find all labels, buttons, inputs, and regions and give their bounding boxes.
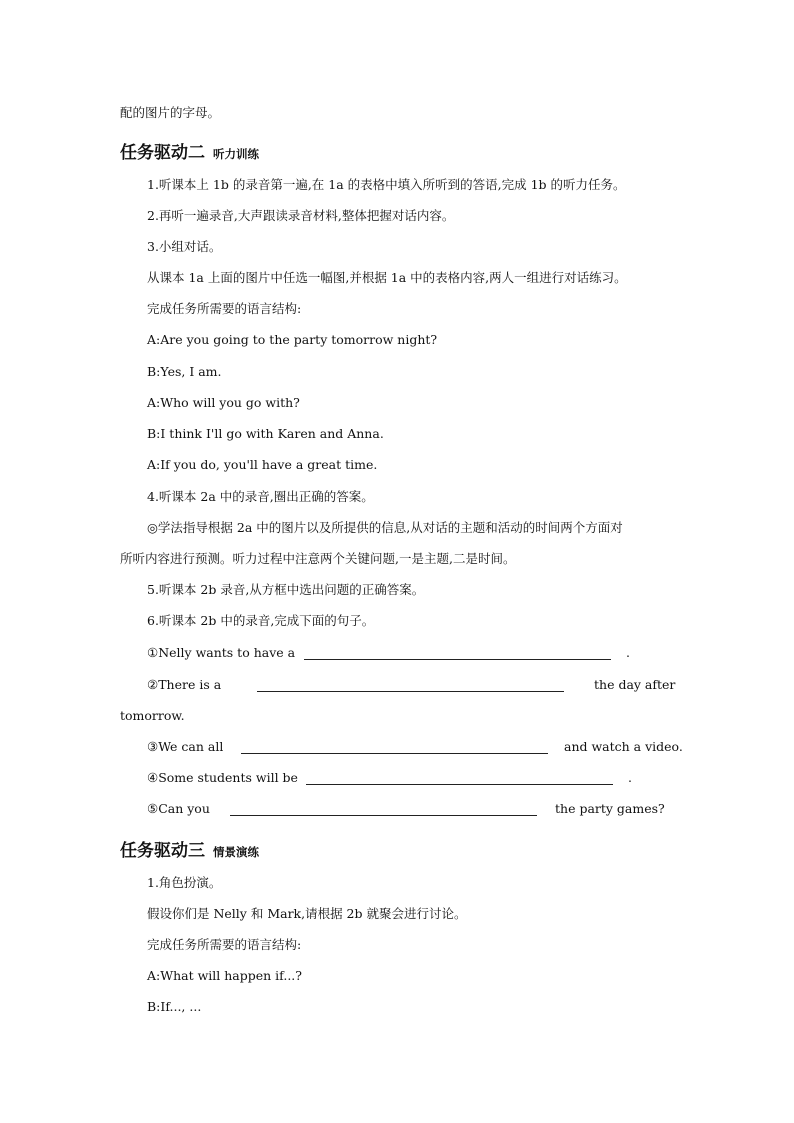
- fill-2-wrap: tomorrow.: [120, 708, 185, 723]
- fill-5-suffix: the party games?: [555, 801, 665, 816]
- s2-item-5: 完成任务所需要的语言结构:: [147, 301, 302, 316]
- fill-4-prefix: ④Some students will be: [147, 770, 298, 785]
- dialogue-line-1: A:Are you going to the party tomorrow night?: [147, 332, 438, 347]
- section3-subtitle: 情景演练: [213, 845, 259, 859]
- s2-item-6: 4.听课本 2a 中的录音,圈出正确的答案。: [147, 489, 374, 504]
- section2-title: 任务驱动二: [120, 143, 205, 163]
- s2-item-1: 1.听课本上 1b 的录音第一遍,在 1a 的表格中填入所听到的答语,完成 1b 的听力任务。: [147, 177, 626, 192]
- fill-1-prefix: ①Nelly wants to have a: [147, 645, 296, 660]
- fill-5-blank[interactable]: [230, 815, 537, 816]
- s3-item-3: 完成任务所需要的语言结构:: [147, 937, 302, 952]
- fill-1-suffix: .: [626, 645, 630, 660]
- intro-tail-text: 配的图片的字母。: [120, 105, 221, 120]
- dialogue-line-5: A:If you do, you'll have a great time.: [147, 457, 378, 472]
- s3-item-1: 1.角色扮演。: [147, 875, 222, 890]
- fill-4-suffix: .: [628, 770, 632, 785]
- s2-item-3: 3.小组对话。: [147, 239, 222, 254]
- s2-item-2: 2.再听一遍录音,大声跟读录音材料,整体把握对话内容。: [147, 208, 455, 223]
- s2-item-4: 从课本 1a 上面的图片中任选一幅图,并根据 1a 中的表格内容,两人一组进行对话练习。: [147, 270, 627, 285]
- fill-3-suffix: and watch a video.: [564, 739, 683, 754]
- dialogue-line-4: B:I think I'll go with Karen and Anna.: [147, 426, 384, 441]
- dialogue-line-2: B:Yes, I am.: [147, 364, 222, 379]
- s3-item-2: 假设你们是 Nelly 和 Mark,请根据 2b 就聚会进行讨论。: [147, 906, 467, 921]
- s2-item-8: 6.听课本 2b 中的录音,完成下面的句子。: [147, 613, 375, 628]
- fill-3-blank[interactable]: [241, 753, 548, 754]
- s2-item-7: 5.听课本 2b 录音,从方框中选出问题的正确答案。: [147, 582, 425, 597]
- s3-dialogue-1: A:What will happen if...?: [147, 968, 302, 983]
- fill-4-blank[interactable]: [306, 784, 613, 785]
- s3-dialogue-2: B:If..., ...: [147, 999, 202, 1014]
- section2-heading: [120, 138, 259, 163]
- section3-title: 任务驱动三: [120, 841, 205, 861]
- fill-5-prefix: ⑤Can you: [147, 801, 210, 816]
- fill-2-prefix: ②There is a: [147, 677, 222, 692]
- fill-2-blank[interactable]: [257, 691, 564, 692]
- fill-2-suffix: the day after: [594, 677, 676, 692]
- method-guide-line-2: 所听内容进行预测。听力过程中注意两个关键问题,一是主题,二是时间。: [120, 551, 516, 566]
- section2-subtitle: 听力训练: [213, 147, 259, 161]
- dialogue-line-3: A:Who will you go with?: [147, 395, 300, 410]
- fill-3-prefix: ③We can all: [147, 739, 224, 754]
- method-guide-line-1: ◎学法指导根据 2a 中的图片以及所提供的信息,从对话的主题和活动的时间两个方面对: [147, 520, 623, 535]
- fill-1-blank[interactable]: [304, 659, 611, 660]
- section3-heading: [120, 836, 259, 861]
